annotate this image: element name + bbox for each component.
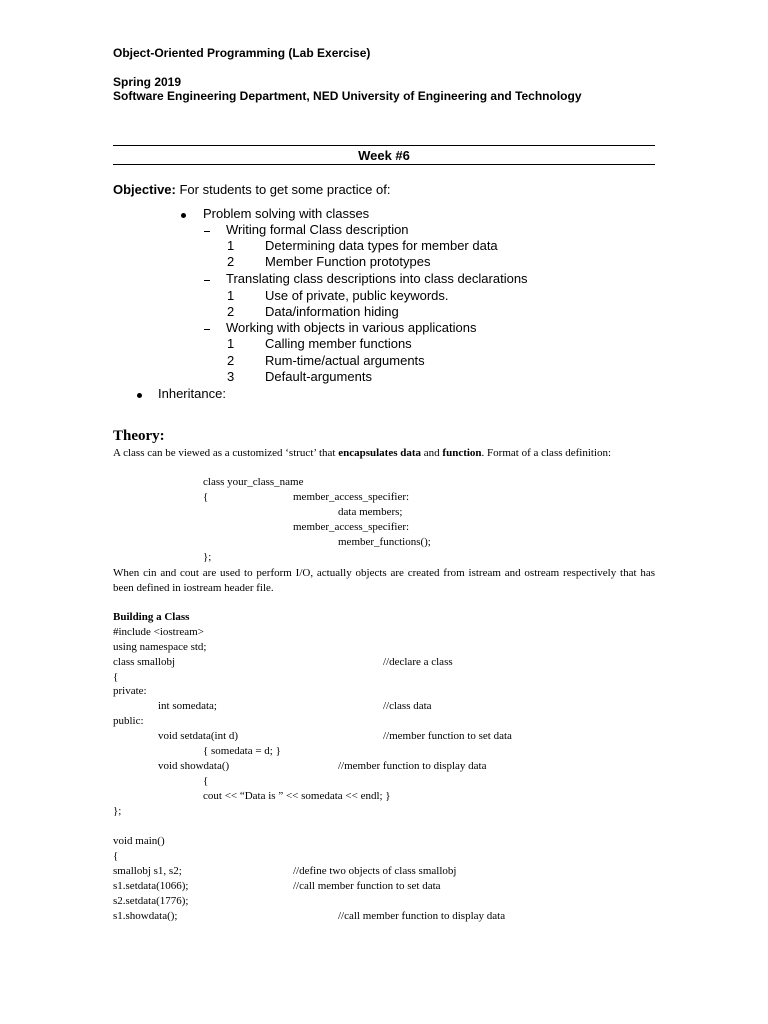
dash-icon — [204, 280, 210, 281]
code-line: smallobj s1, s2; — [113, 865, 182, 877]
code-line: void main() — [113, 835, 165, 847]
code-comment: //call member function to set data — [293, 880, 441, 892]
term: Spring 2019 — [113, 75, 182, 89]
code-line: private: — [113, 685, 147, 697]
step-number: 2 — [227, 254, 235, 269]
code-comment: //call member function to display data — [338, 910, 506, 922]
code-line: void showdata() — [158, 760, 230, 772]
step-number: 1 — [227, 288, 235, 303]
objective-text: For students to get some practice of: — [179, 182, 391, 197]
objective-step: Rum-time/actual arguments — [265, 353, 425, 368]
objective-step: Default-arguments — [265, 369, 372, 384]
code-line: using namespace std; — [113, 641, 207, 653]
code-line: s1.showdata(); — [113, 910, 178, 922]
step-number: 1 — [227, 238, 235, 253]
objective-step: Determining data types for member data — [265, 238, 498, 253]
objective-step: Calling member functions — [265, 336, 412, 351]
code-comment: //define two objects of class smallobj — [293, 865, 457, 877]
code-comment: //member function to display data — [338, 760, 487, 772]
syntax-line: data members; — [338, 506, 403, 518]
objective-step: Data/information hiding — [265, 304, 399, 319]
objective-subitem: Translating class descriptions into class declarations — [226, 271, 528, 286]
step-number: 3 — [227, 369, 235, 384]
code-line: #include <iostream> — [113, 626, 204, 638]
code-line: int somedata; — [158, 700, 217, 712]
building-heading: Building a Class — [113, 611, 190, 623]
code-line: }; — [113, 805, 122, 817]
objective-line — [113, 182, 390, 197]
code-line: { — [113, 850, 119, 862]
cin-cout-paragraph: When cin and cout are used to perform I/O, actually objects are created from istream and ostream respectively that has been defined in iostream header file. — [113, 567, 655, 594]
code-line: { — [203, 775, 209, 787]
step-number: 2 — [227, 304, 235, 319]
code-line: void setdata(int d) — [158, 730, 239, 742]
objective-step: Member Function prototypes — [265, 254, 431, 269]
code-line: class smallobj — [113, 656, 176, 668]
dash-icon — [204, 329, 210, 330]
code-line: { — [113, 671, 119, 683]
syntax-line: }; — [203, 551, 212, 563]
code-comment: //member function to set data — [383, 730, 512, 742]
code-line: public: — [113, 715, 144, 727]
step-number: 2 — [227, 353, 235, 368]
syntax-line: { — [203, 491, 209, 503]
syntax-line: member_access_specifier: — [293, 521, 410, 533]
objective-item: Problem solving with classes — [203, 206, 370, 221]
objective-label: Objective: — [113, 182, 176, 197]
week-title: Week #6 — [358, 148, 410, 163]
code-comment: //class data — [383, 700, 432, 712]
step-number: 1 — [227, 336, 235, 351]
objective-item: Inheritance: — [158, 386, 226, 401]
dash-icon — [204, 231, 210, 232]
bullet-icon — [181, 213, 186, 218]
bottom-rule — [113, 164, 655, 165]
syntax-line: class your_class_name — [203, 476, 304, 488]
department: Software Engineering Department, NED University of Engineering and Technology — [113, 89, 582, 103]
code-line: s1.setdata(1066); — [113, 880, 189, 892]
bullet-icon — [137, 393, 142, 398]
theory-intro: A class can be viewed as a customized ‘struct’ that encapsulates data and function. Format of a class definition: — [113, 447, 612, 459]
syntax-line: member_access_specifier: — [293, 491, 410, 503]
syntax-line: member_functions(); — [338, 536, 431, 548]
course-title: Object-Oriented Programming (Lab Exercise) — [113, 46, 371, 60]
code-comment: //declare a class — [383, 656, 453, 668]
objective-step: Use of private, public keywords. — [265, 288, 449, 303]
objective-subitem: Working with objects in various applications — [226, 320, 477, 335]
code-line: { somedata = d; } — [203, 745, 281, 757]
theory-heading: Theory: — [113, 428, 165, 444]
code-line: cout << “Data is ” << somedata << endl; } — [203, 790, 391, 802]
top-rule — [113, 145, 655, 146]
code-line: s2.setdata(1776); — [113, 895, 189, 907]
objective-subitem: Writing formal Class description — [226, 222, 409, 237]
